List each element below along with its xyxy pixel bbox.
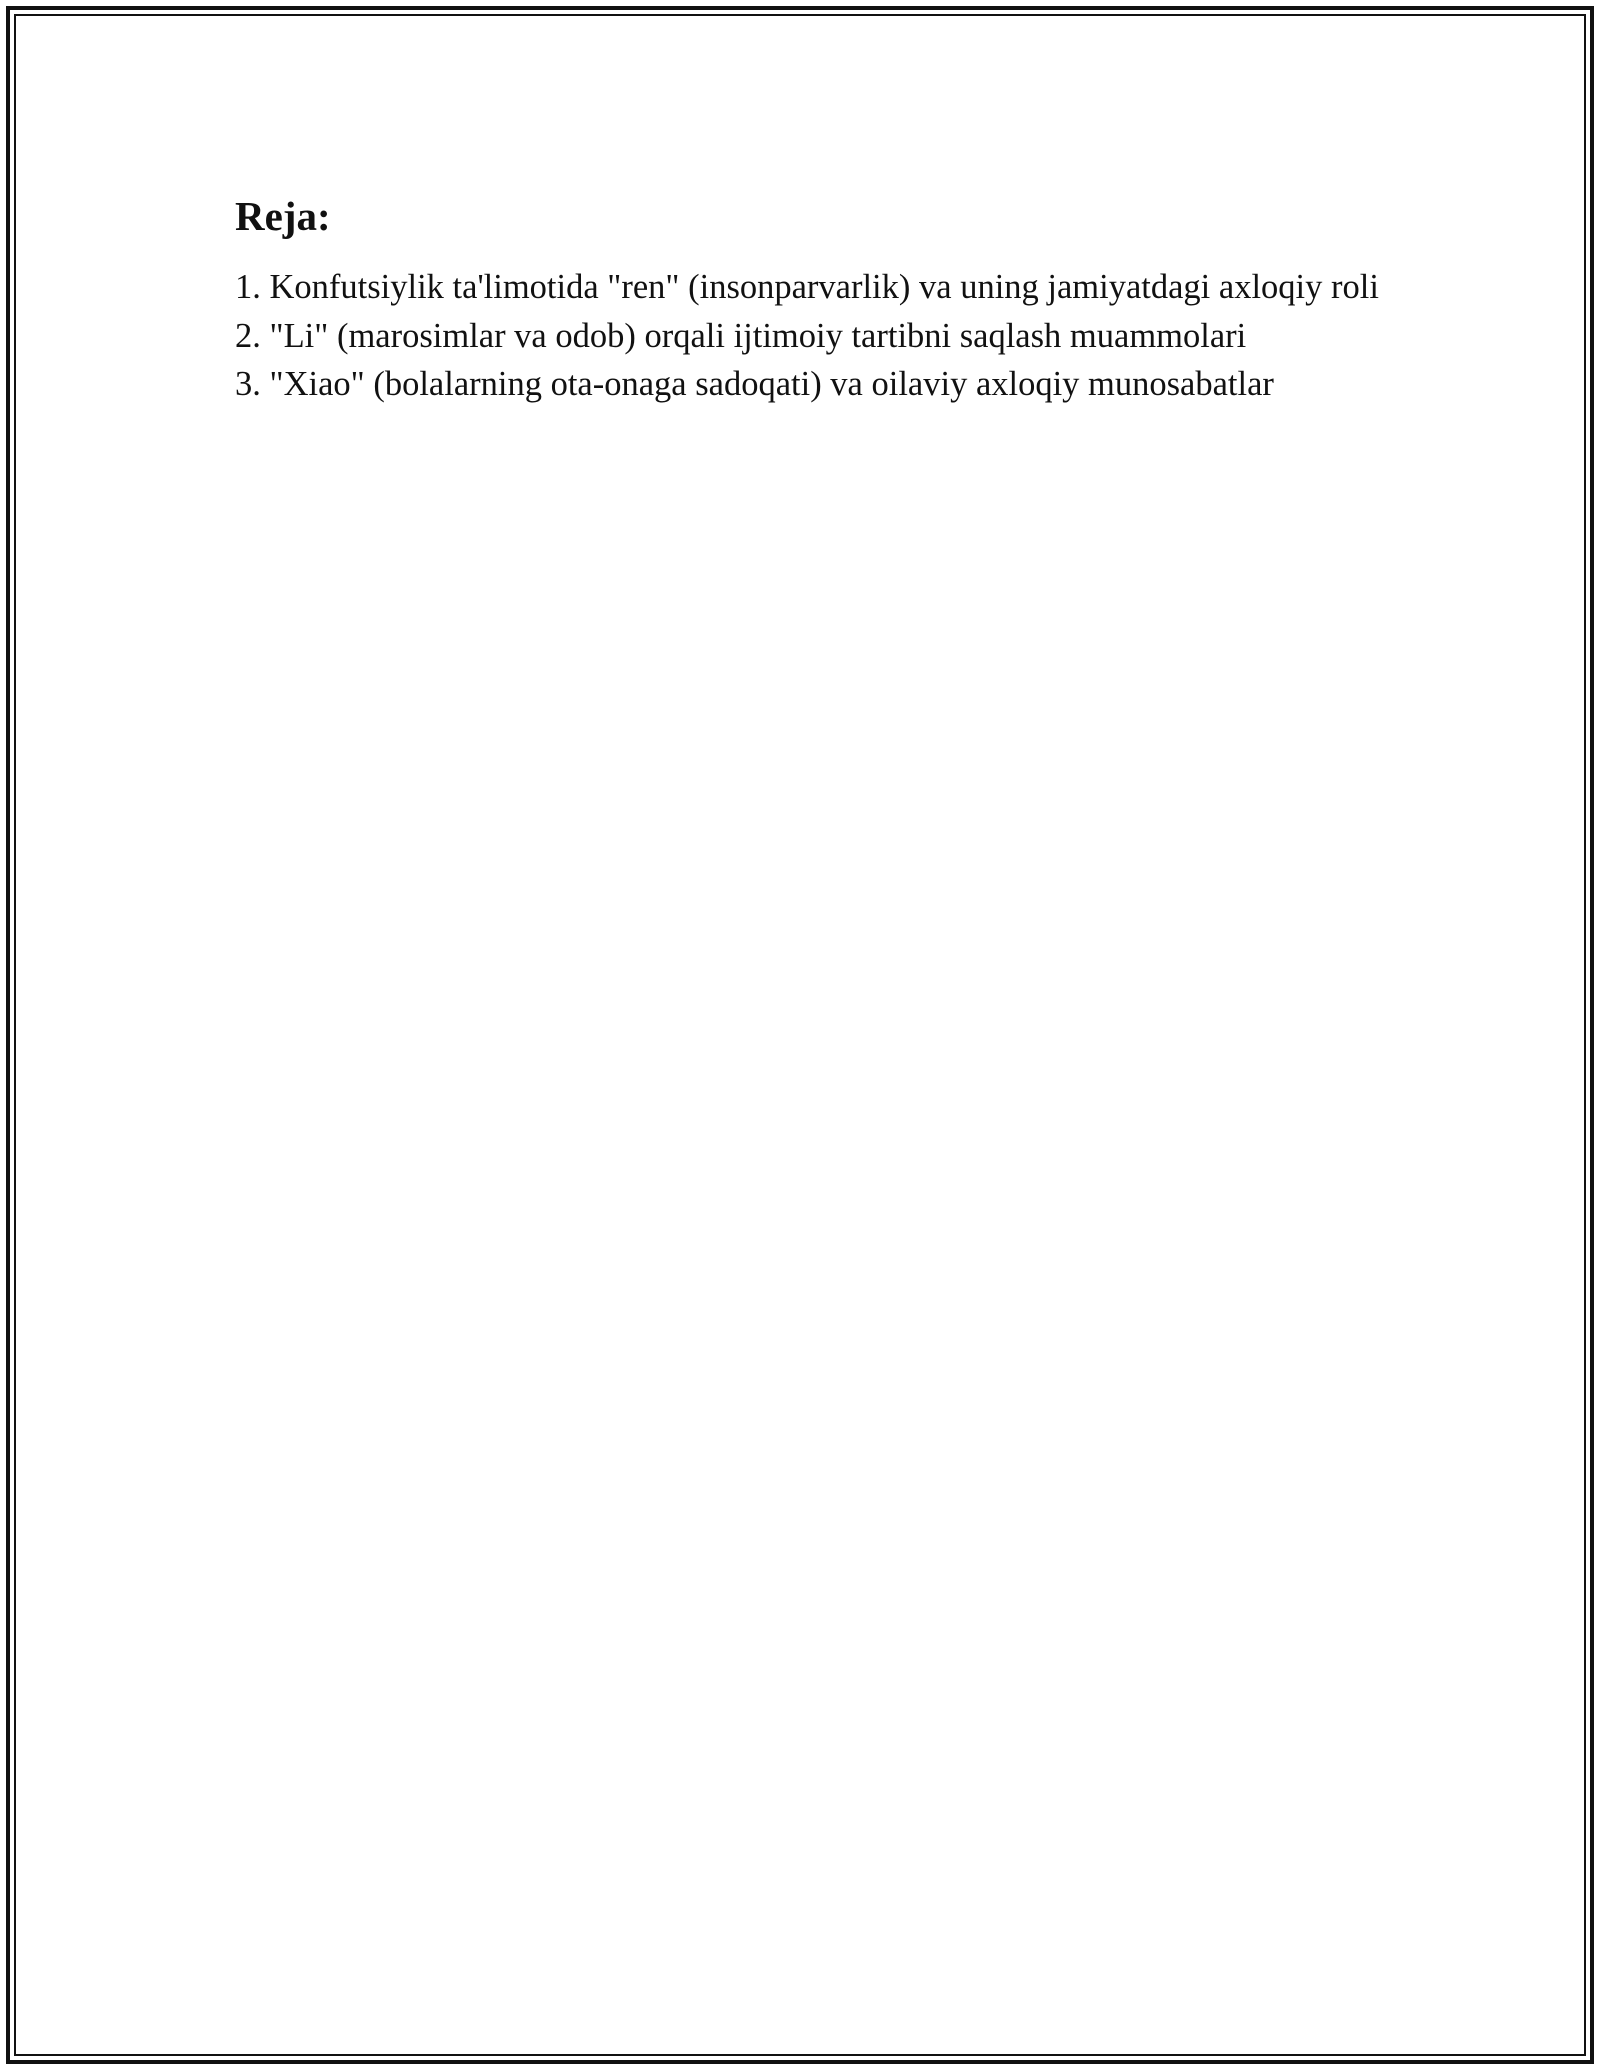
plan-heading: Reja: [235,193,331,239]
plan-list [235,263,1395,409]
plan-item-1: 1. Konfutsiylik ta'limotida "ren" (insonparvarlik) va uning jamiyatdagi axloqiy roli [235,268,1379,307]
document-content [235,180,1395,409]
plan-item-3: 3. "Xiao" (bolalarning ota-onaga sadoqati) va oilaviy axloqiy munosabatlar [235,365,1274,404]
plan-item-2: 2. "Li" (marosimlar va odob) orqali ijtimoiy tartibni saqlash muammolari [235,316,1247,355]
